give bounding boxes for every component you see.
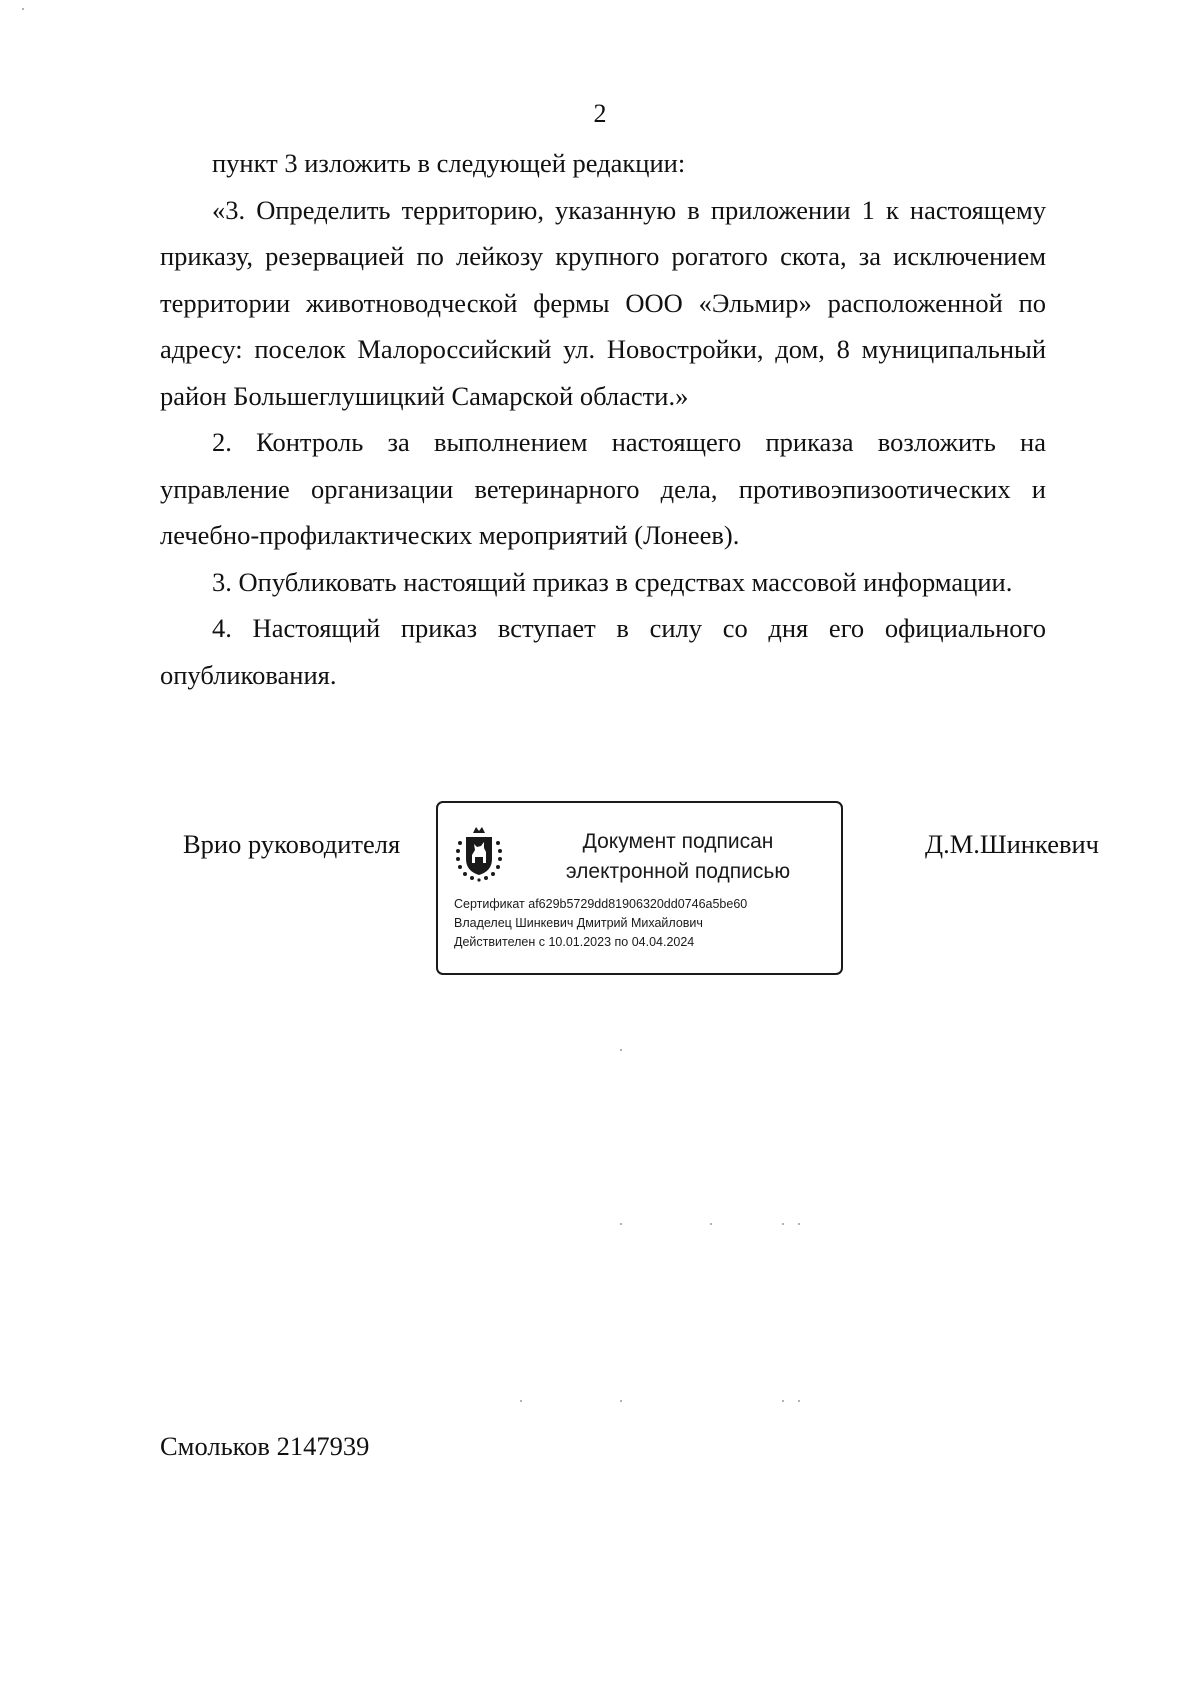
paragraph-item-3-publish: 3. Опубликовать настоящий приказ в средствах массовой информации. xyxy=(212,566,1013,597)
stamp-title-line-2: электронной подписью xyxy=(565,860,791,883)
paragraph-item-4-effective: 4. Настоящий приказ вступает в силу со дня его официального опубликования. xyxy=(160,613,1046,690)
scan-speck xyxy=(782,1400,784,1402)
scan-speck xyxy=(798,1400,800,1402)
stamp-validity: Действителен с 10.01.2023 по 04.04.2024 xyxy=(454,935,695,949)
executor-info: Смольков 2147939 xyxy=(160,1431,370,1461)
page-number: 2 xyxy=(593,99,607,128)
paragraph-intro: пункт 3 изложить в следующей редакции: xyxy=(212,148,686,178)
stamp-certificate: Сертификат af629b5729dd81906320dd0746a5be60 xyxy=(454,897,748,911)
scan-speck xyxy=(620,1400,622,1402)
scan-speck xyxy=(798,1223,800,1225)
stamp-owner: Владелец Шинкевич Дмитрий Михайлович xyxy=(454,916,703,930)
scan-speck xyxy=(710,1223,712,1225)
scan-speck xyxy=(620,1049,622,1051)
stamp-details xyxy=(454,895,747,952)
stamp-title xyxy=(518,827,838,887)
samara-region-coat-of-arms-icon xyxy=(454,825,504,883)
electronic-signature-stamp xyxy=(436,801,843,975)
signer-position: Врио руководителя xyxy=(183,829,401,859)
scan-speck xyxy=(782,1223,784,1225)
scan-speck xyxy=(22,8,24,10)
scan-speck xyxy=(520,1400,522,1402)
paragraph-item-3-new-text: «3. Определить территорию, указанную в приложении 1 к настоящему приказу, резервацией по лейкозу крупного рогатого скота, за исключением территории животноводческой фермы ООО «Эльмир» расположенной по адресу: поселок Малороссийский ул. Новостройки, дом, 8 муниципальный район Большеглушицкий Самарской области.» xyxy=(160,194,1046,411)
stamp-title-line-1: Документ подписан xyxy=(582,830,774,853)
document-body xyxy=(160,140,1046,698)
signer-name: Д.М.Шинкевич xyxy=(925,829,1099,859)
paragraph-item-2-control: 2. Контроль за выполнением настоящего приказа возложить на управление организации ветеринарного дела, противоэпизоотических и лечебно-профилактических мероприятий (Лонеев). xyxy=(160,427,1046,550)
scan-speck xyxy=(620,1223,622,1225)
